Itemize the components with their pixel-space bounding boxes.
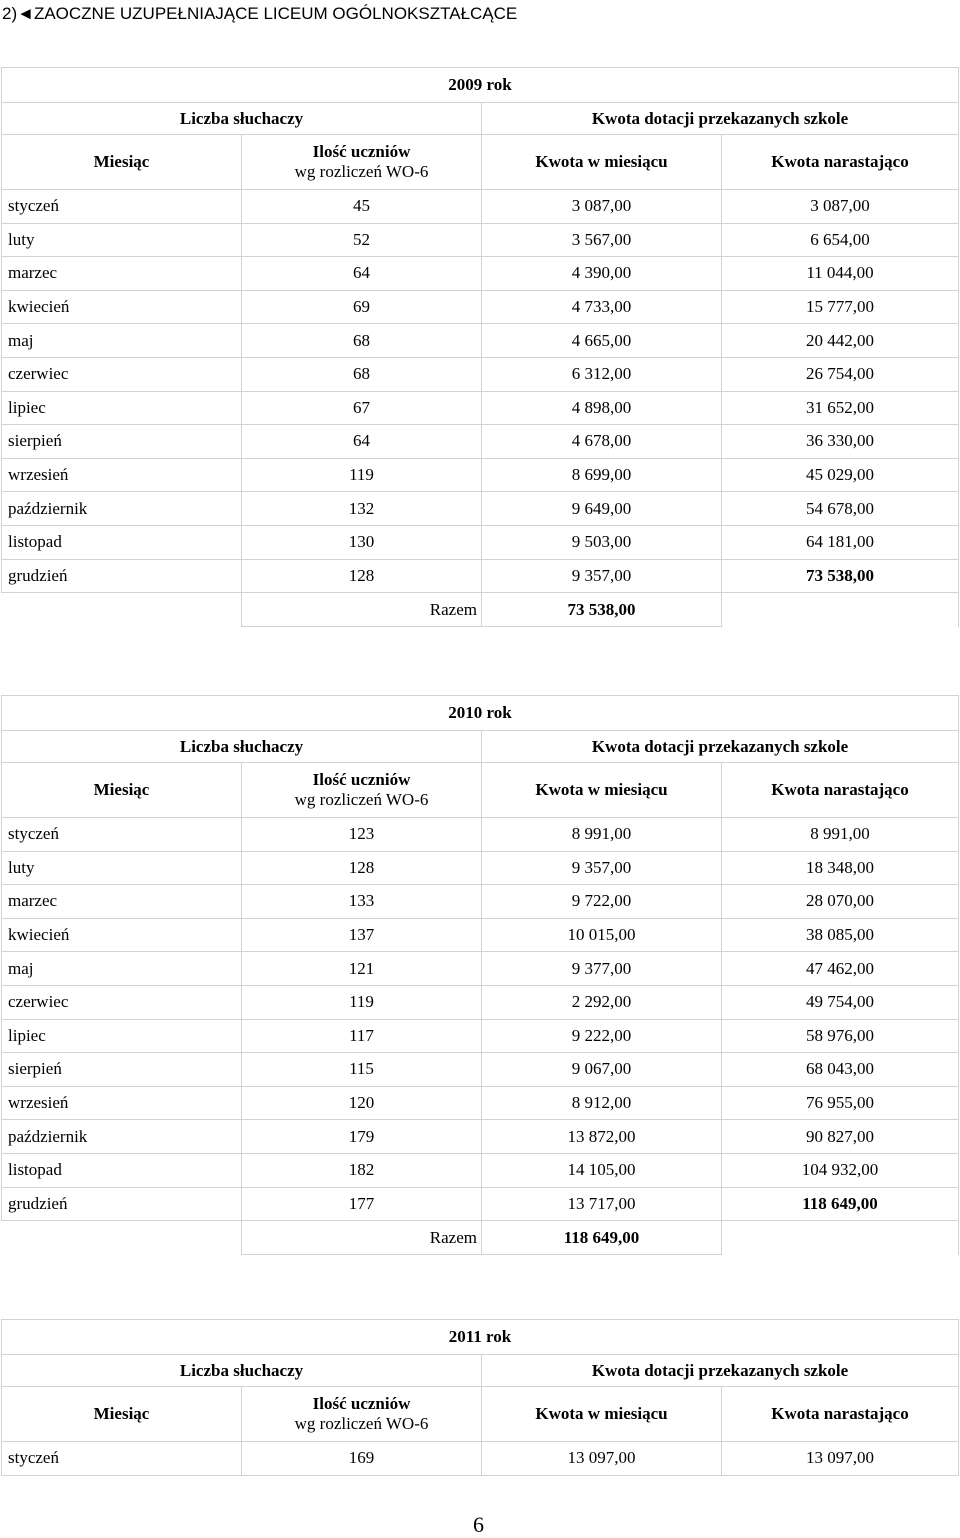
table-row [2, 1086, 959, 1120]
count-cell: 169 [242, 1442, 482, 1476]
month-cell: październik [2, 1120, 242, 1154]
cumulative-amount-cell: 38 085,00 [722, 918, 959, 952]
monthly-amount-cell: 3 087,00 [482, 190, 722, 224]
count-cell: 119 [242, 985, 482, 1019]
cumulative-amount-cell: 73 538,00 [722, 559, 959, 593]
count-header-sublabel: wg rozliczeń WO-6 [294, 790, 429, 809]
group-header-students: Liczba słuchaczy [2, 1355, 482, 1387]
cumulative-amount-cell: 15 777,00 [722, 290, 959, 324]
table-row [2, 818, 959, 852]
month-cell: styczeń [2, 190, 242, 224]
cumulative-amount-cell: 90 827,00 [722, 1120, 959, 1154]
column-header-cumulative-amount: Kwota narastająco [722, 1387, 959, 1442]
monthly-amount-cell: 10 015,00 [482, 918, 722, 952]
month-cell: czerwiec [2, 985, 242, 1019]
monthly-amount-cell: 9 503,00 [482, 525, 722, 559]
table-row [2, 458, 959, 492]
column-header-monthly-amount: Kwota w miesiącu [482, 135, 722, 190]
column-header-month: Miesiąc [2, 135, 242, 190]
table-row [2, 290, 959, 324]
month-cell: wrzesień [2, 458, 242, 492]
table-row [2, 1442, 959, 1476]
month-cell: maj [2, 952, 242, 986]
cumulative-amount-cell: 76 955,00 [722, 1086, 959, 1120]
table-row [2, 257, 959, 291]
cumulative-amount-cell: 11 044,00 [722, 257, 959, 291]
month-cell: luty [2, 851, 242, 885]
month-cell: lipiec [2, 1019, 242, 1053]
table-row [2, 492, 959, 526]
count-header-sublabel: wg rozliczeń WO-6 [294, 162, 429, 181]
count-header-sublabel: wg rozliczeń WO-6 [294, 1414, 429, 1433]
month-cell: wrzesień [2, 1086, 242, 1120]
count-cell: 132 [242, 492, 482, 526]
table-row [2, 1019, 959, 1053]
count-cell: 137 [242, 918, 482, 952]
table-row [2, 851, 959, 885]
month-cell: styczeń [2, 1442, 242, 1476]
table-row [2, 190, 959, 224]
page-number: 6 [473, 1512, 484, 1537]
group-header-subsidy: Kwota dotacji przekazanych szkole [482, 1355, 959, 1387]
monthly-amount-cell: 13 097,00 [482, 1442, 722, 1476]
cumulative-amount-cell: 6 654,00 [722, 223, 959, 257]
monthly-amount-cell: 8 699,00 [482, 458, 722, 492]
table-row [2, 525, 959, 559]
total-row [2, 593, 959, 627]
cumulative-amount-cell: 68 043,00 [722, 1053, 959, 1087]
total-label: Razem [242, 593, 482, 627]
column-header-month: Miesiąc [2, 763, 242, 818]
table-row [2, 391, 959, 425]
year-title: 2011 rok [2, 1320, 959, 1355]
monthly-amount-cell: 4 390,00 [482, 257, 722, 291]
table-row [2, 918, 959, 952]
count-cell: 119 [242, 458, 482, 492]
table-row [2, 425, 959, 459]
count-header-label: Ilość uczniów [312, 142, 411, 161]
count-cell: 69 [242, 290, 482, 324]
monthly-amount-cell: 9 357,00 [482, 559, 722, 593]
year-table-2011 [1, 1319, 958, 1476]
month-cell: listopad [2, 525, 242, 559]
total-empty [722, 1221, 959, 1255]
total-empty [722, 593, 959, 627]
count-cell: 120 [242, 1086, 482, 1120]
column-header-monthly-amount: Kwota w miesiącu [482, 1387, 722, 1442]
month-cell: grudzień [2, 1187, 242, 1221]
column-header-cumulative-amount: Kwota narastająco [722, 763, 959, 818]
column-header-count [242, 763, 482, 818]
count-cell: 123 [242, 818, 482, 852]
year-table-2010 [1, 695, 958, 1255]
monthly-amount-cell: 8 912,00 [482, 1086, 722, 1120]
monthly-amount-cell: 6 312,00 [482, 357, 722, 391]
table-row [2, 1187, 959, 1221]
count-cell: 182 [242, 1153, 482, 1187]
column-header-count [242, 135, 482, 190]
cumulative-amount-cell: 28 070,00 [722, 885, 959, 919]
count-cell: 68 [242, 324, 482, 358]
count-cell: 52 [242, 223, 482, 257]
table-row [2, 1153, 959, 1187]
group-header-subsidy: Kwota dotacji przekazanych szkole [482, 103, 959, 135]
month-cell: czerwiec [2, 357, 242, 391]
total-label: Razem [242, 1221, 482, 1255]
cumulative-amount-cell: 26 754,00 [722, 357, 959, 391]
month-cell: maj [2, 324, 242, 358]
cumulative-amount-cell: 8 991,00 [722, 818, 959, 852]
cumulative-amount-cell: 104 932,00 [722, 1153, 959, 1187]
table-row [2, 223, 959, 257]
count-cell: 128 [242, 559, 482, 593]
month-cell: grudzień [2, 559, 242, 593]
monthly-amount-cell: 9 377,00 [482, 952, 722, 986]
monthly-amount-cell: 4 898,00 [482, 391, 722, 425]
cumulative-amount-cell: 3 087,00 [722, 190, 959, 224]
total-value: 118 649,00 [482, 1221, 722, 1255]
group-header-students: Liczba słuchaczy [2, 731, 482, 763]
count-cell: 67 [242, 391, 482, 425]
table-row [2, 559, 959, 593]
monthly-amount-cell: 9 357,00 [482, 851, 722, 885]
cumulative-amount-cell: 31 652,00 [722, 391, 959, 425]
document-heading: 2)◄ZAOCZNE UZUPEŁNIAJĄCE LICEUM OGÓLNOKSZTAŁCĄCE [2, 4, 518, 23]
cumulative-amount-cell: 45 029,00 [722, 458, 959, 492]
count-cell: 130 [242, 525, 482, 559]
cumulative-amount-cell: 36 330,00 [722, 425, 959, 459]
monthly-amount-cell: 2 292,00 [482, 985, 722, 1019]
monthly-amount-cell: 14 105,00 [482, 1153, 722, 1187]
table-row [2, 952, 959, 986]
count-cell: 177 [242, 1187, 482, 1221]
count-cell: 64 [242, 425, 482, 459]
cumulative-amount-cell: 54 678,00 [722, 492, 959, 526]
month-cell: marzec [2, 885, 242, 919]
monthly-amount-cell: 9 722,00 [482, 885, 722, 919]
count-cell: 121 [242, 952, 482, 986]
cumulative-amount-cell: 58 976,00 [722, 1019, 959, 1053]
column-header-count [242, 1387, 482, 1442]
column-header-monthly-amount: Kwota w miesiącu [482, 763, 722, 818]
month-cell: luty [2, 223, 242, 257]
month-cell: styczeń [2, 818, 242, 852]
total-row [2, 1221, 959, 1255]
data-table [1, 67, 959, 627]
table-row [2, 324, 959, 358]
count-cell: 117 [242, 1019, 482, 1053]
monthly-amount-cell: 4 733,00 [482, 290, 722, 324]
month-cell: kwiecień [2, 918, 242, 952]
month-cell: sierpień [2, 425, 242, 459]
group-header-subsidy: Kwota dotacji przekazanych szkole [482, 731, 959, 763]
monthly-amount-cell: 9 222,00 [482, 1019, 722, 1053]
table-row [2, 985, 959, 1019]
count-header-label: Ilość uczniów [312, 770, 411, 789]
month-cell: listopad [2, 1153, 242, 1187]
table-row [2, 885, 959, 919]
monthly-amount-cell: 8 991,00 [482, 818, 722, 852]
monthly-amount-cell: 3 567,00 [482, 223, 722, 257]
cumulative-amount-cell: 20 442,00 [722, 324, 959, 358]
year-table-2009 [1, 67, 958, 627]
count-cell: 45 [242, 190, 482, 224]
month-cell: lipiec [2, 391, 242, 425]
month-cell: kwiecień [2, 290, 242, 324]
table-row [2, 1120, 959, 1154]
monthly-amount-cell: 9 649,00 [482, 492, 722, 526]
column-header-cumulative-amount: Kwota narastająco [722, 135, 959, 190]
table-row [2, 357, 959, 391]
cumulative-amount-cell: 118 649,00 [722, 1187, 959, 1221]
month-cell: sierpień [2, 1053, 242, 1087]
cumulative-amount-cell: 13 097,00 [722, 1442, 959, 1476]
count-cell: 68 [242, 357, 482, 391]
count-header-label: Ilość uczniów [312, 1394, 411, 1413]
data-table [1, 1319, 959, 1476]
monthly-amount-cell: 4 665,00 [482, 324, 722, 358]
month-cell: marzec [2, 257, 242, 291]
monthly-amount-cell: 9 067,00 [482, 1053, 722, 1087]
count-cell: 64 [242, 257, 482, 291]
data-table [1, 695, 959, 1255]
total-value: 73 538,00 [482, 593, 722, 627]
count-cell: 115 [242, 1053, 482, 1087]
year-title: 2010 rok [2, 696, 959, 731]
cumulative-amount-cell: 49 754,00 [722, 985, 959, 1019]
monthly-amount-cell: 13 872,00 [482, 1120, 722, 1154]
count-cell: 179 [242, 1120, 482, 1154]
year-title: 2009 rok [2, 68, 959, 103]
column-header-month: Miesiąc [2, 1387, 242, 1442]
cumulative-amount-cell: 18 348,00 [722, 851, 959, 885]
group-header-students: Liczba słuchaczy [2, 103, 482, 135]
total-spacer [2, 593, 242, 627]
monthly-amount-cell: 4 678,00 [482, 425, 722, 459]
month-cell: październik [2, 492, 242, 526]
table-row [2, 1053, 959, 1087]
count-cell: 128 [242, 851, 482, 885]
monthly-amount-cell: 13 717,00 [482, 1187, 722, 1221]
cumulative-amount-cell: 64 181,00 [722, 525, 959, 559]
cumulative-amount-cell: 47 462,00 [722, 952, 959, 986]
count-cell: 133 [242, 885, 482, 919]
total-spacer [2, 1221, 242, 1255]
